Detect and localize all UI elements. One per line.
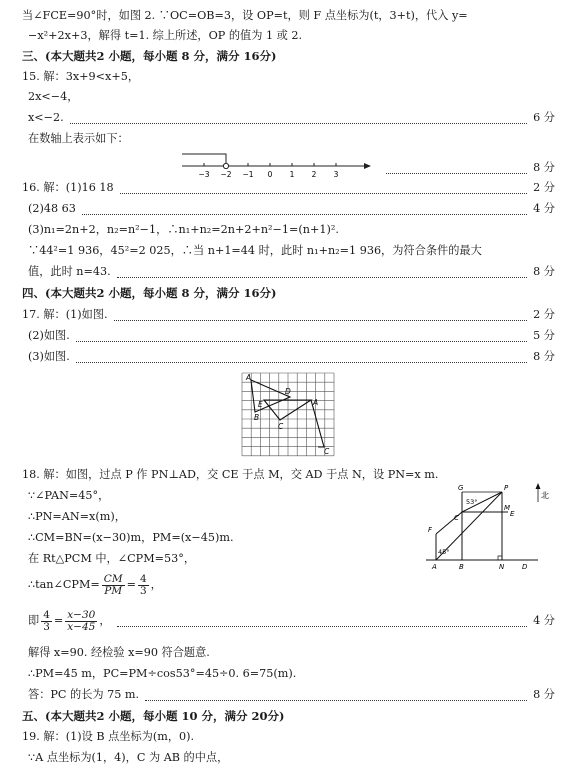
north-arrow-head <box>536 483 541 489</box>
q15-b-text: 2x<−4， <box>28 90 79 103</box>
q19-a-text: 19. 解：(1)设 B 点坐标为(m，0). <box>22 730 195 743</box>
q17-line-a <box>22 305 555 325</box>
q15-line-b <box>28 87 555 107</box>
label-p: P <box>504 484 509 492</box>
label-b: B <box>459 563 464 571</box>
triangle-original <box>251 380 290 412</box>
q15-e-score: 8 分 <box>533 161 555 174</box>
q17-line-b <box>28 326 555 346</box>
q18-d-text: ∴CM=BN=(x−30)m，PM=(x−45)m. <box>28 531 234 544</box>
open-circle <box>223 163 228 168</box>
q16-b-score: 4 分 <box>533 202 555 215</box>
leader-dots <box>76 352 527 363</box>
q18-g-eq: = <box>53 614 64 627</box>
line-1-text: 当∠FCE=90°时，如图 2. ∵OC=OB=3，设 OP=t，则 F 点坐标为(t，3+t)，代入 y= <box>22 9 468 22</box>
label-d: D <box>285 387 291 396</box>
q19-line-a <box>22 727 555 747</box>
q17-b-text: (2)如图. <box>28 329 70 342</box>
q18-i-text: ∴PM=45 m，PC=PM÷cos53°=45÷0. 6=75(m). <box>28 667 297 680</box>
q18-c-text: ∴PN=AN=x(m)， <box>28 510 126 523</box>
section-3-heading <box>22 46 555 66</box>
q16-e-text: 值，此时 n=43. <box>28 265 111 278</box>
leader-dots <box>117 267 527 278</box>
frac-den: 3 <box>139 584 147 597</box>
label-c: C <box>278 422 284 431</box>
number-line-arrow <box>364 163 371 169</box>
q15-c-text: x<−2. <box>28 111 64 124</box>
number-line-figure <box>178 146 378 182</box>
grid-figure <box>238 370 338 460</box>
frac-num: x−30 <box>67 608 96 621</box>
q18-line-g <box>28 608 555 634</box>
leader-dots <box>145 690 527 701</box>
fraction-cm-pm <box>102 574 125 597</box>
q18-line-f <box>28 572 555 598</box>
q17-b-score: 5 分 <box>533 329 555 342</box>
q18-h-text: 解得 x=90. 经检验 x=90 符合题意. <box>28 646 210 659</box>
q16-a-score: 2 分 <box>533 181 555 194</box>
surveying-figure <box>418 480 553 572</box>
label-north: 北 <box>541 491 549 500</box>
label-45deg: 45° <box>438 548 450 556</box>
q18-line-i <box>28 664 555 684</box>
right-angle-mark <box>498 556 502 560</box>
q19-b-text: ∵A 点坐标为(1，4)，C 为 AB 的中点， <box>28 751 229 764</box>
q15-line-a <box>22 67 555 87</box>
q17-line-c <box>28 347 555 367</box>
q18-f-pre: ∴tan∠CPM= <box>28 578 100 591</box>
leader-dots <box>82 204 527 215</box>
label-d: D <box>522 563 528 571</box>
label-c: C <box>454 514 459 522</box>
q18-b-text: ∵∠PAN=45°， <box>28 489 110 502</box>
segment-rotated <box>311 400 324 447</box>
label-f: F <box>428 526 433 534</box>
q18-a-text: 18. 解：如图，过点 P 作 PN⊥AD，交 CE 于点 M，交 AD 于点 N，设 PN=x m. <box>22 468 439 481</box>
q16-line-e <box>28 262 555 282</box>
q16-line-c <box>28 220 555 240</box>
fraction-4-3 <box>138 574 149 597</box>
q16-b-text: (2)48 63 <box>28 202 76 215</box>
fraction-4-3-b <box>41 610 52 633</box>
leader-dots <box>76 331 527 342</box>
label-e: E <box>510 510 515 518</box>
frac-num: 4 <box>139 572 147 585</box>
number-line-ticks <box>198 163 338 179</box>
number-line-tick-label: 0 <box>267 170 273 179</box>
q18-j-text: 答：PC 的长为 75 m. <box>28 688 140 701</box>
label-m: M <box>504 504 511 512</box>
label-n: N <box>499 563 505 571</box>
frac-num: CM <box>103 572 123 585</box>
number-line-tick-label: −3 <box>198 170 210 179</box>
q18-f-eq: = <box>126 578 136 591</box>
label-c2: C <box>324 447 330 456</box>
q18-e-text: 在 Rt△PCM 中，∠CPM=53°， <box>28 552 196 565</box>
q15-d-text: 在数轴上表示如下： <box>28 132 129 145</box>
q18-j-score: 8 分 <box>533 688 555 701</box>
number-line-tick-label: −2 <box>220 170 232 179</box>
label-g: G <box>458 484 464 492</box>
leader-dots <box>114 310 528 321</box>
label-a: A <box>432 563 437 571</box>
q17-a-text: 17. 解：(1)如图. <box>22 308 108 321</box>
q16-line-d <box>28 241 555 261</box>
label-a: A <box>246 373 252 382</box>
line-2-text: −x²+2x+3，解得 t=1. 综上所述，OP 的值为 1 或 2. <box>28 29 303 42</box>
q16-c-text: (3)n₁=2n+2，n₂=n²−1，∴n₁+n₂=2n+2+n²−1=(n+1)². <box>28 223 339 236</box>
section-5-heading <box>22 706 555 726</box>
text-line-2 <box>28 26 555 46</box>
frac-den: x−45 <box>67 620 96 633</box>
q18-line-j <box>28 685 555 705</box>
label-a1: A <box>313 398 319 407</box>
text-line-1 <box>22 6 555 26</box>
leader-dots <box>120 183 528 194</box>
grid-svg <box>238 370 338 460</box>
q18-g-end: ， <box>99 614 111 627</box>
leader-dots <box>117 616 528 627</box>
q15-c-score: 6 分 <box>533 111 555 124</box>
q16-a-text: 16. 解：(1)16 18 <box>22 181 114 194</box>
q16-e-score: 8 分 <box>533 265 555 278</box>
section-4-title: 四、(本大题共2 小题，每小题 8 分，满分 16分) <box>22 286 277 300</box>
q15-line-e <box>380 158 555 178</box>
q16-d-text: ∵44²=1 936，45²=2 025，∴当 n+1=44 时，此时 n₁+n₂=1 936，为符合条件的最大 <box>28 244 482 257</box>
number-line-svg <box>178 146 378 182</box>
q17-c-text: (3)如图. <box>28 350 70 363</box>
q15-a-text: 15. 解：3x+9<x+5， <box>22 70 140 83</box>
fraction-x <box>65 610 97 633</box>
number-line-tick-label: 2 <box>311 170 317 179</box>
surveying-svg <box>418 480 553 572</box>
q19-line-b <box>28 748 555 768</box>
q15-line-c <box>28 108 555 128</box>
leader-dots <box>70 113 527 124</box>
label-b: B <box>254 413 260 422</box>
number-line-tick-label: 3 <box>333 170 339 179</box>
q16-line-a <box>22 178 555 198</box>
q16-line-b <box>28 199 555 219</box>
q18-line-h <box>28 643 555 663</box>
frac-den: 3 <box>43 620 50 633</box>
label-e: E <box>258 400 263 409</box>
label-53deg: 53° <box>466 498 478 506</box>
q18-f-end: ， <box>150 578 162 591</box>
q18-g-score: 4 分 <box>533 614 555 627</box>
section-5-title: 五、(本大题共2 小题，每小题 10 分，满分 20分) <box>22 709 285 723</box>
section-4-heading <box>22 283 555 303</box>
leader-dots <box>386 163 527 174</box>
frac-den: PM <box>104 584 123 597</box>
number-line-tick-label: 1 <box>289 170 295 179</box>
q17-a-score: 2 分 <box>533 308 555 321</box>
frac-num: 4 <box>43 608 50 621</box>
section-3-title: 三、(本大题共2 小题，每小题 8 分，满分 16分) <box>22 49 277 63</box>
q17-c-score: 8 分 <box>533 350 555 363</box>
number-line-tick-label: −1 <box>242 170 254 179</box>
q18-g-pre: 即 <box>28 614 40 627</box>
